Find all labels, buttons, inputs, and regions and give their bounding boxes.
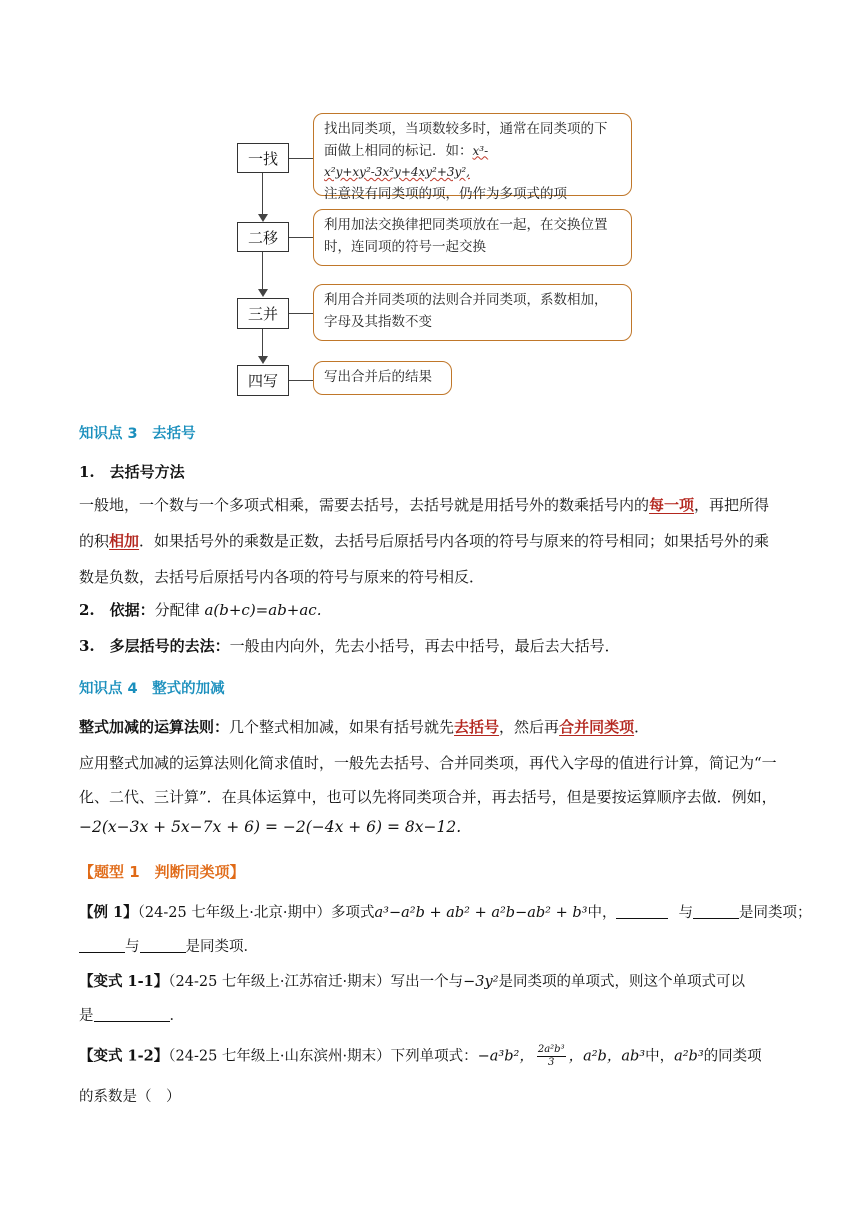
answer-blank[interactable] xyxy=(94,1006,170,1022)
flow-connector xyxy=(289,313,313,314)
answer-blank[interactable] xyxy=(79,937,125,953)
flow-connector xyxy=(289,380,313,381)
flow-note-find xyxy=(313,113,632,202)
answer-blank[interactable] xyxy=(616,903,668,919)
flow-step-label: 四写 xyxy=(247,372,278,390)
note-line: 字母及其指数不变 xyxy=(324,313,432,330)
k4-example-formula: −2(x−3x + 5x−7x + 6) = −2(−4x + 6) = 8x−12. xyxy=(79,818,462,836)
note-line: 找出同类项，当项数较多时，通常在同类项的下 xyxy=(324,121,608,137)
k3-paragraph-line: 的积相加．如果括号外的乘数是正数，去括号后原括号内各项的符号与原来的符号相同；如果括号外的乘 xyxy=(79,532,770,550)
type1-title: 【题型 1 判断同类项】 xyxy=(79,863,245,881)
fraction-monomial: $\frac{\text{2a²b³}}{3}$ xyxy=(537,1044,565,1068)
flow-step-label: 三并 xyxy=(247,305,278,323)
flow-connector xyxy=(289,158,313,159)
monomial: ，a²b，ab³ xyxy=(568,1048,646,1065)
variant-1-1-cont: 是 ． xyxy=(79,1008,184,1024)
variant-1-2: 【变式 1-2】（24-25 七年级上·山东滨州·期末）下列单项式：−a³b²， $\frac{\text{2a²b³}}{3}$ ，a²b，ab³中，a²b³的同类项 xyxy=(79,1044,762,1068)
polynomial: a³−a²b + ab² + a²b−ab² + b³ xyxy=(374,905,588,921)
flow-note-combine xyxy=(313,284,632,341)
arrow-down-icon xyxy=(258,289,268,297)
highlight-term: 去括号 xyxy=(454,718,500,736)
arrow-down-icon xyxy=(258,214,268,222)
highlight-term: 相加 xyxy=(109,532,140,550)
note-line: 时，连同项的符号一起交换 xyxy=(324,238,486,255)
flow-note-move xyxy=(313,209,632,266)
k3-item1-title: 1. 去括号方法 xyxy=(79,463,185,481)
highlight-term: 合并同类项 xyxy=(559,718,635,736)
k4-paragraph-line: 应用整式加减的运算法则化简求值时，一般先去括号、合并同类项，再代入字母的值进行计算，简记为“一 xyxy=(79,754,777,772)
section-title-k3: 知识点 3 去括号 xyxy=(79,426,196,442)
note-line: 利用合并同类项的法则合并同类项，系数相加， xyxy=(324,292,608,308)
k4-paragraph-line: 化、二代、三计算”．在具体运算中，也可以先将同类项合并，再去括号，但是要按运算顺序去做．例如， xyxy=(79,788,777,806)
note-line: 注意没有同类项的项，仍作为多项式的项 xyxy=(324,185,567,202)
example-1: 【例 1】（24-25 七年级上·北京·期中）多项式a³−a²b + ab² + a²b−ab² + b³中， 与 是同类项； xyxy=(79,904,812,921)
k3-item3: 3. 多层括号的去法：一般由内向外，先去小括号，再去中括号，最后去大括号． xyxy=(79,637,620,655)
distributive-formula: a(b+c)=ab+ac. xyxy=(204,601,322,619)
flow-step-label: 二移 xyxy=(247,228,278,247)
arrow-down-icon xyxy=(258,356,268,364)
variant-1-1: 【变式 1-1】（24-25 七年级上·江苏宿迁·期末）写出一个与−3y²是同类项的单项式，则这个单项式可以 xyxy=(79,973,746,990)
flow-step-write xyxy=(237,365,289,396)
flow-note-write xyxy=(313,361,452,395)
note-line: 利用加法交换律把同类项放在一起，在交换位置 xyxy=(324,217,608,233)
flow-step-combine xyxy=(237,298,289,329)
flow-step-label: 一找 xyxy=(247,149,278,168)
flow-step-move xyxy=(237,222,289,252)
highlight-term: 每一项 xyxy=(649,496,695,514)
monomial: a²b³ xyxy=(674,1048,704,1065)
note-line: 面做上相同的标记．如：x³-x²y+xy²-3x²y+4xy²+3y², xyxy=(324,142,489,179)
k4-rule: 整式加减的运算法则：几个整式相加减，如果有括号就先去括号，然后再合并同类项． xyxy=(79,718,650,736)
flow-connector xyxy=(289,237,313,238)
variant-1-2-cont: 的系数是（ ） xyxy=(79,1089,181,1105)
example-formula: x³-x²y+xy²-3x²y+4xy²+3y², xyxy=(324,143,489,179)
answer-blank[interactable] xyxy=(140,937,186,953)
answer-blank[interactable] xyxy=(693,903,739,919)
flow-connector xyxy=(262,173,263,215)
flow-connector xyxy=(262,329,263,359)
example-1-cont: 与 是同类项． xyxy=(79,935,258,956)
flow-connector xyxy=(262,252,263,292)
k3-paragraph-line: 一般地，一个数与一个多项式相乘，需要去括号，去括号就是用括号外的数乘括号内的每一项，再把所得 xyxy=(79,496,770,514)
note-line: 写出合并后的结果 xyxy=(324,369,432,385)
flow-step-find xyxy=(237,143,289,173)
section-title-k4: 知识点 4 整式的加减 xyxy=(79,681,225,697)
monomial: −3y² xyxy=(463,974,499,990)
monomial: −a³b²， xyxy=(477,1048,534,1065)
k3-paragraph-line: 数是负数，去括号后原括号内各项的符号与原来的符号相反． xyxy=(79,568,485,586)
k3-item2: 2. 依据：分配律 a(b+c)=ab+ac. xyxy=(79,601,322,619)
